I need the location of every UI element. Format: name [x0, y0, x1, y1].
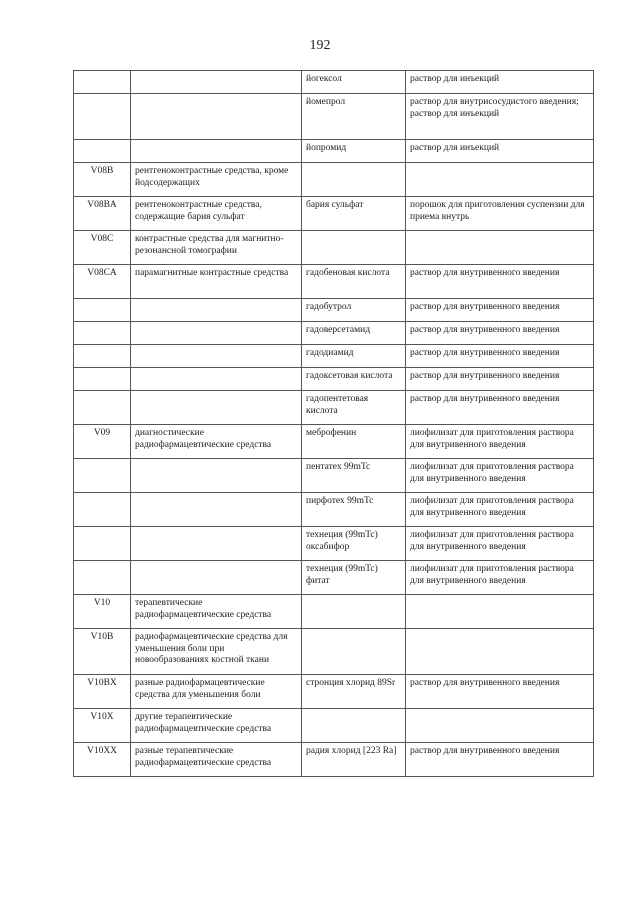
atc-code-cell: [74, 71, 131, 94]
table-row: [74, 345, 594, 368]
dosage-form-cell: раствор для инъекций: [406, 71, 594, 94]
table-row: [74, 71, 594, 94]
atc-code-cell: [74, 459, 131, 493]
dosage-form-cell: лиофилизат для приготовления раствора для внутривенного введения: [406, 527, 594, 561]
atc-code-cell: [74, 322, 131, 345]
drug-name-cell: гадобутрол: [302, 299, 406, 322]
dosage-form-cell: [406, 163, 594, 197]
drug-name-cell: йогексол: [302, 71, 406, 94]
atc-code-cell: V10B: [74, 629, 131, 675]
drug-table: [73, 70, 594, 777]
dosage-form-cell: раствор для инъекций: [406, 140, 594, 163]
drug-name-cell: стронция хлорид 89Sr: [302, 675, 406, 709]
drug-name-cell: меброфенин: [302, 425, 406, 459]
atc-group-cell: [131, 345, 302, 368]
atc-code-cell: V10XX: [74, 743, 131, 777]
atc-group-cell: диагностические радиофармацевтические средства: [131, 425, 302, 459]
atc-group-cell: рентгеноконтрастные средства, кроме йодсодержащих: [131, 163, 302, 197]
dosage-form-cell: раствор для внутривенного введения: [406, 265, 594, 299]
dosage-form-cell: раствор для внутривенного введения: [406, 391, 594, 425]
table-row: [74, 629, 594, 675]
drug-name-cell: бария сульфат: [302, 197, 406, 231]
table-row: [74, 425, 594, 459]
atc-group-cell: [131, 94, 302, 140]
drug-name-cell: [302, 709, 406, 743]
atc-group-cell: [131, 368, 302, 391]
page-number: 192: [309, 38, 331, 53]
atc-group-cell: [131, 140, 302, 163]
table-row: [74, 140, 594, 163]
table-row: [74, 368, 594, 391]
dosage-form-cell: лиофилизат для приготовления раствора для внутривенного введения: [406, 561, 594, 595]
drug-name-cell: гадобеновая кислота: [302, 265, 406, 299]
dosage-form-cell: раствор для внутривенного введения: [406, 299, 594, 322]
drug-name-cell: йомепрол: [302, 94, 406, 140]
atc-code-cell: V10X: [74, 709, 131, 743]
atc-code-cell: V08B: [74, 163, 131, 197]
drug-name-cell: радия хлорид [223 Ra]: [302, 743, 406, 777]
drug-name-cell: [302, 231, 406, 265]
atc-code-cell: V08BA: [74, 197, 131, 231]
atc-group-cell: [131, 71, 302, 94]
atc-code-cell: V10: [74, 595, 131, 629]
table-row: [74, 459, 594, 493]
table-row: [74, 493, 594, 527]
drug-name-cell: [302, 629, 406, 675]
table-row: [74, 197, 594, 231]
dosage-form-cell: раствор для внутривенного введения: [406, 368, 594, 391]
atc-code-cell: [74, 493, 131, 527]
atc-code-cell: [74, 299, 131, 322]
atc-code-cell: V08CA: [74, 265, 131, 299]
atc-group-cell: [131, 493, 302, 527]
dosage-form-cell: лиофилизат для приготовления раствора для внутривенного введения: [406, 493, 594, 527]
table-row: [74, 675, 594, 709]
drug-name-cell: пирфотех 99mTc: [302, 493, 406, 527]
table-row: [74, 322, 594, 345]
dosage-form-cell: раствор для внутривенного введения: [406, 345, 594, 368]
dosage-form-cell: [406, 595, 594, 629]
dosage-form-cell: порошок для приготовления суспензии для приема внутрь: [406, 197, 594, 231]
atc-group-cell: [131, 322, 302, 345]
table-row: [74, 709, 594, 743]
table-row: [74, 561, 594, 595]
atc-code-cell: [74, 94, 131, 140]
table-body: [74, 71, 594, 777]
drug-name-cell: [302, 595, 406, 629]
atc-code-cell: [74, 345, 131, 368]
table-row: [74, 527, 594, 561]
table-row: [74, 595, 594, 629]
atc-group-cell: [131, 391, 302, 425]
table-row: [74, 743, 594, 777]
atc-code-cell: [74, 391, 131, 425]
drug-name-cell: пентатех 99mTc: [302, 459, 406, 493]
atc-group-cell: парамагнитные контрастные средства: [131, 265, 302, 299]
table-row: [74, 94, 594, 140]
dosage-form-cell: лиофилизат для приготовления раствора для внутривенного введения: [406, 459, 594, 493]
atc-code-cell: [74, 527, 131, 561]
atc-group-cell: контрастные средства для магнитно-резонансной томографии: [131, 231, 302, 265]
atc-code-cell: [74, 140, 131, 163]
atc-code-cell: V08C: [74, 231, 131, 265]
table-row: [74, 265, 594, 299]
dosage-form-cell: [406, 231, 594, 265]
drug-name-cell: гадодиамид: [302, 345, 406, 368]
atc-group-cell: разные радиофармацевтические средства для уменьшения боли: [131, 675, 302, 709]
dosage-form-cell: раствор для внутривенного введения: [406, 675, 594, 709]
dosage-form-cell: [406, 629, 594, 675]
atc-group-cell: рентгеноконтрастные средства, содержащие бария сульфат: [131, 197, 302, 231]
drug-name-cell: гадопентетовая кислота: [302, 391, 406, 425]
dosage-form-cell: лиофилизат для приготовления раствора для внутривенного введения: [406, 425, 594, 459]
atc-group-cell: другие терапевтические радиофармацевтические средства: [131, 709, 302, 743]
atc-group-cell: терапевтические радиофармацевтические средства: [131, 595, 302, 629]
drug-name-cell: йопромид: [302, 140, 406, 163]
table-row: [74, 163, 594, 197]
drug-name-cell: технеция (99mTc) оксабифор: [302, 527, 406, 561]
table-row: [74, 391, 594, 425]
atc-group-cell: [131, 561, 302, 595]
atc-group-cell: [131, 459, 302, 493]
dosage-form-cell: раствор для внутрисосудистого введения; раствор для инъекций: [406, 94, 594, 140]
atc-code-cell: [74, 368, 131, 391]
atc-group-cell: радиофармацевтические средства для уменьшения боли при новообразованиях костной ткани: [131, 629, 302, 675]
atc-group-cell: [131, 299, 302, 322]
drug-name-cell: гадоксетовая кислота: [302, 368, 406, 391]
table-row: [74, 299, 594, 322]
atc-code-cell: V09: [74, 425, 131, 459]
dosage-form-cell: [406, 709, 594, 743]
atc-group-cell: разные терапевтические радиофармацевтические средства: [131, 743, 302, 777]
drug-name-cell: гадоверсетамид: [302, 322, 406, 345]
table-row: [74, 231, 594, 265]
dosage-form-cell: раствор для внутривенного введения: [406, 322, 594, 345]
dosage-form-cell: раствор для внутривенного введения: [406, 743, 594, 777]
atc-code-cell: V10BX: [74, 675, 131, 709]
drug-name-cell: [302, 163, 406, 197]
drug-name-cell: технеция (99mTc) фитат: [302, 561, 406, 595]
atc-group-cell: [131, 527, 302, 561]
atc-code-cell: [74, 561, 131, 595]
